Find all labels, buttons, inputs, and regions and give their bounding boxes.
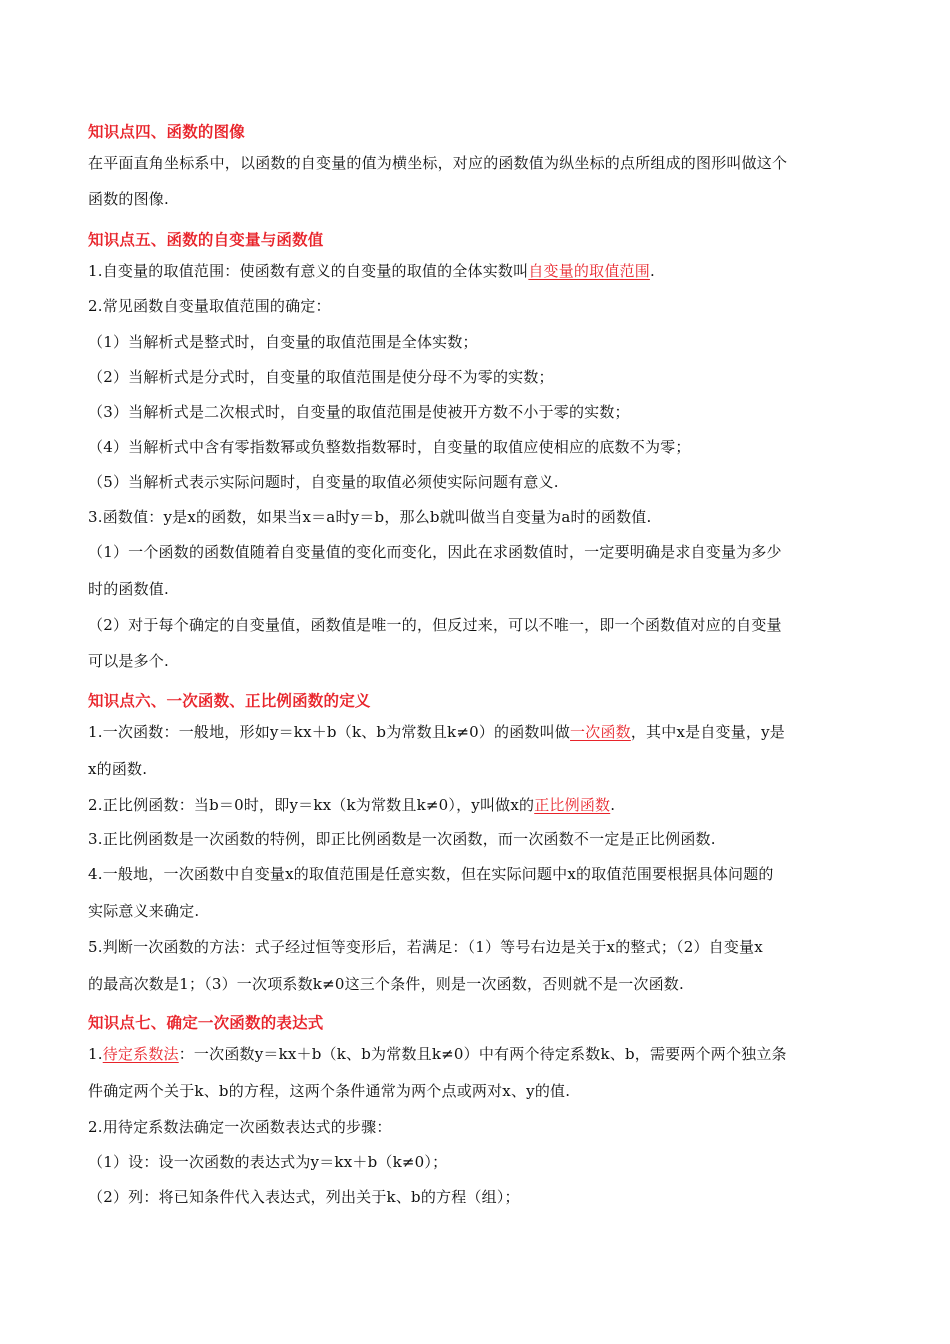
list-item: （2）当解析式是分式时，自变量的取值范围是使分母不为零的实数；: [88, 368, 554, 386]
text-run: 1.自变量的取值范围：使函数有意义的自变量的取值的全体实数叫: [88, 262, 529, 280]
key-term: 待定系数法: [102, 1045, 179, 1063]
text-run: ：一次函数y＝kx＋b（k、b为常数且k≠0）中有两个待定系数k、b，需要两个两个独立条: [178, 1045, 787, 1063]
paragraph-line: 的最高次数是1；（3）一次项系数k≠0这三个条件，则是一次函数，否则就不是一次函数.: [88, 975, 684, 993]
paragraph-line: [88, 723, 868, 741]
paragraph-line: 3.正比例函数是一次函数的特例，即正比例函数是一次函数，而一次函数不一定是正比例函数.: [88, 830, 716, 848]
list-item: （5）当解析式表示实际问题时，自变量的取值必须使实际问题有意义.: [88, 473, 559, 491]
list-item: （4）当解析式中含有零指数幂或负整数指数幂时，自变量的取值应使相应的底数不为零；: [88, 438, 691, 456]
text-run: 2.正比例函数：当b＝0时，即y＝kx（k为常数且k≠0），y叫做x的: [88, 796, 535, 814]
paragraph-line: 可以是多个.: [88, 652, 169, 670]
key-term: 自变量的取值范围: [528, 262, 650, 280]
paragraph-line: 函数的图像.: [88, 190, 169, 208]
text-run: 1.: [88, 1045, 103, 1063]
key-term: 一次函数: [570, 723, 631, 741]
paragraph-line: x的函数.: [88, 760, 148, 778]
paragraph-line: 时的函数值.: [88, 580, 169, 598]
text-run: ，其中x是自变量，y是: [630, 723, 785, 741]
list-item: （1）设：设一次函数的表达式为y＝kx＋b（k≠0）；: [88, 1153, 448, 1171]
paragraph-line: 4.一般地，一次函数中自变量x的取值范围是任意实数，但在实际问题中x的取值范围要根据具体问题的: [88, 865, 774, 883]
paragraph-line: 实际意义来确定.: [88, 902, 200, 920]
key-term: 正比例函数: [534, 796, 611, 814]
list-item: （3）当解析式是二次根式时，自变量的取值范围是使被开方数不小于零的实数；: [88, 403, 630, 421]
paragraph-line: 3.函数值：y是x的函数，如果当x＝a时y＝b，那么b就叫做当自变量为a时的函数值.: [88, 508, 652, 526]
section-heading-4: 知识点四、函数的图像: [88, 122, 246, 141]
paragraph-line: [88, 796, 868, 814]
paragraph-line: [88, 1045, 868, 1063]
list-item: （2）列：将已知条件代入表达式，列出关于k、b的方程（组）；: [88, 1188, 520, 1206]
text-run: .: [649, 262, 655, 280]
paragraph-line: 2.用待定系数法确定一次函数表达式的步骤：: [88, 1118, 392, 1136]
list-item: （2）对于每个确定的自变量值，函数值是唯一的，但反过来，可以不唯一，即一个函数值对应的自变量: [88, 616, 782, 634]
list-item: （1）一个函数的函数值随着自变量值的变化而变化，因此在求函数值时，一定要明确是求自变量为多少: [88, 543, 782, 561]
paragraph-line: [88, 262, 868, 280]
paragraph-line: 2.常见函数自变量取值范围的确定：: [88, 297, 331, 315]
paragraph-line: 件确定两个关于k、b的方程，这两个条件通常为两个点或两对x、y的值.: [88, 1082, 571, 1100]
paragraph-line: 在平面直角坐标系中，以函数的自变量的值为横坐标，对应的函数值为纵坐标的点所组成的图形叫做这个: [88, 154, 788, 172]
section-heading-5: 知识点五、函数的自变量与函数值: [88, 230, 324, 249]
section-heading-6: 知识点六、一次函数、正比例函数的定义: [88, 691, 371, 710]
text-run: 1.一次函数：一般地，形如y＝kx＋b（k、b为常数且k≠0）的函数叫做: [88, 723, 571, 741]
text-run: .: [610, 796, 616, 814]
section-heading-7: 知识点七、确定一次函数的表达式: [88, 1013, 324, 1032]
list-item: （1）当解析式是整式时，自变量的取值范围是全体实数；: [88, 333, 478, 351]
paragraph-line: 5.判断一次函数的方法：式子经过恒等变形后，若满足：（1）等号右边是关于x的整式；（2）自变量x: [88, 938, 763, 956]
